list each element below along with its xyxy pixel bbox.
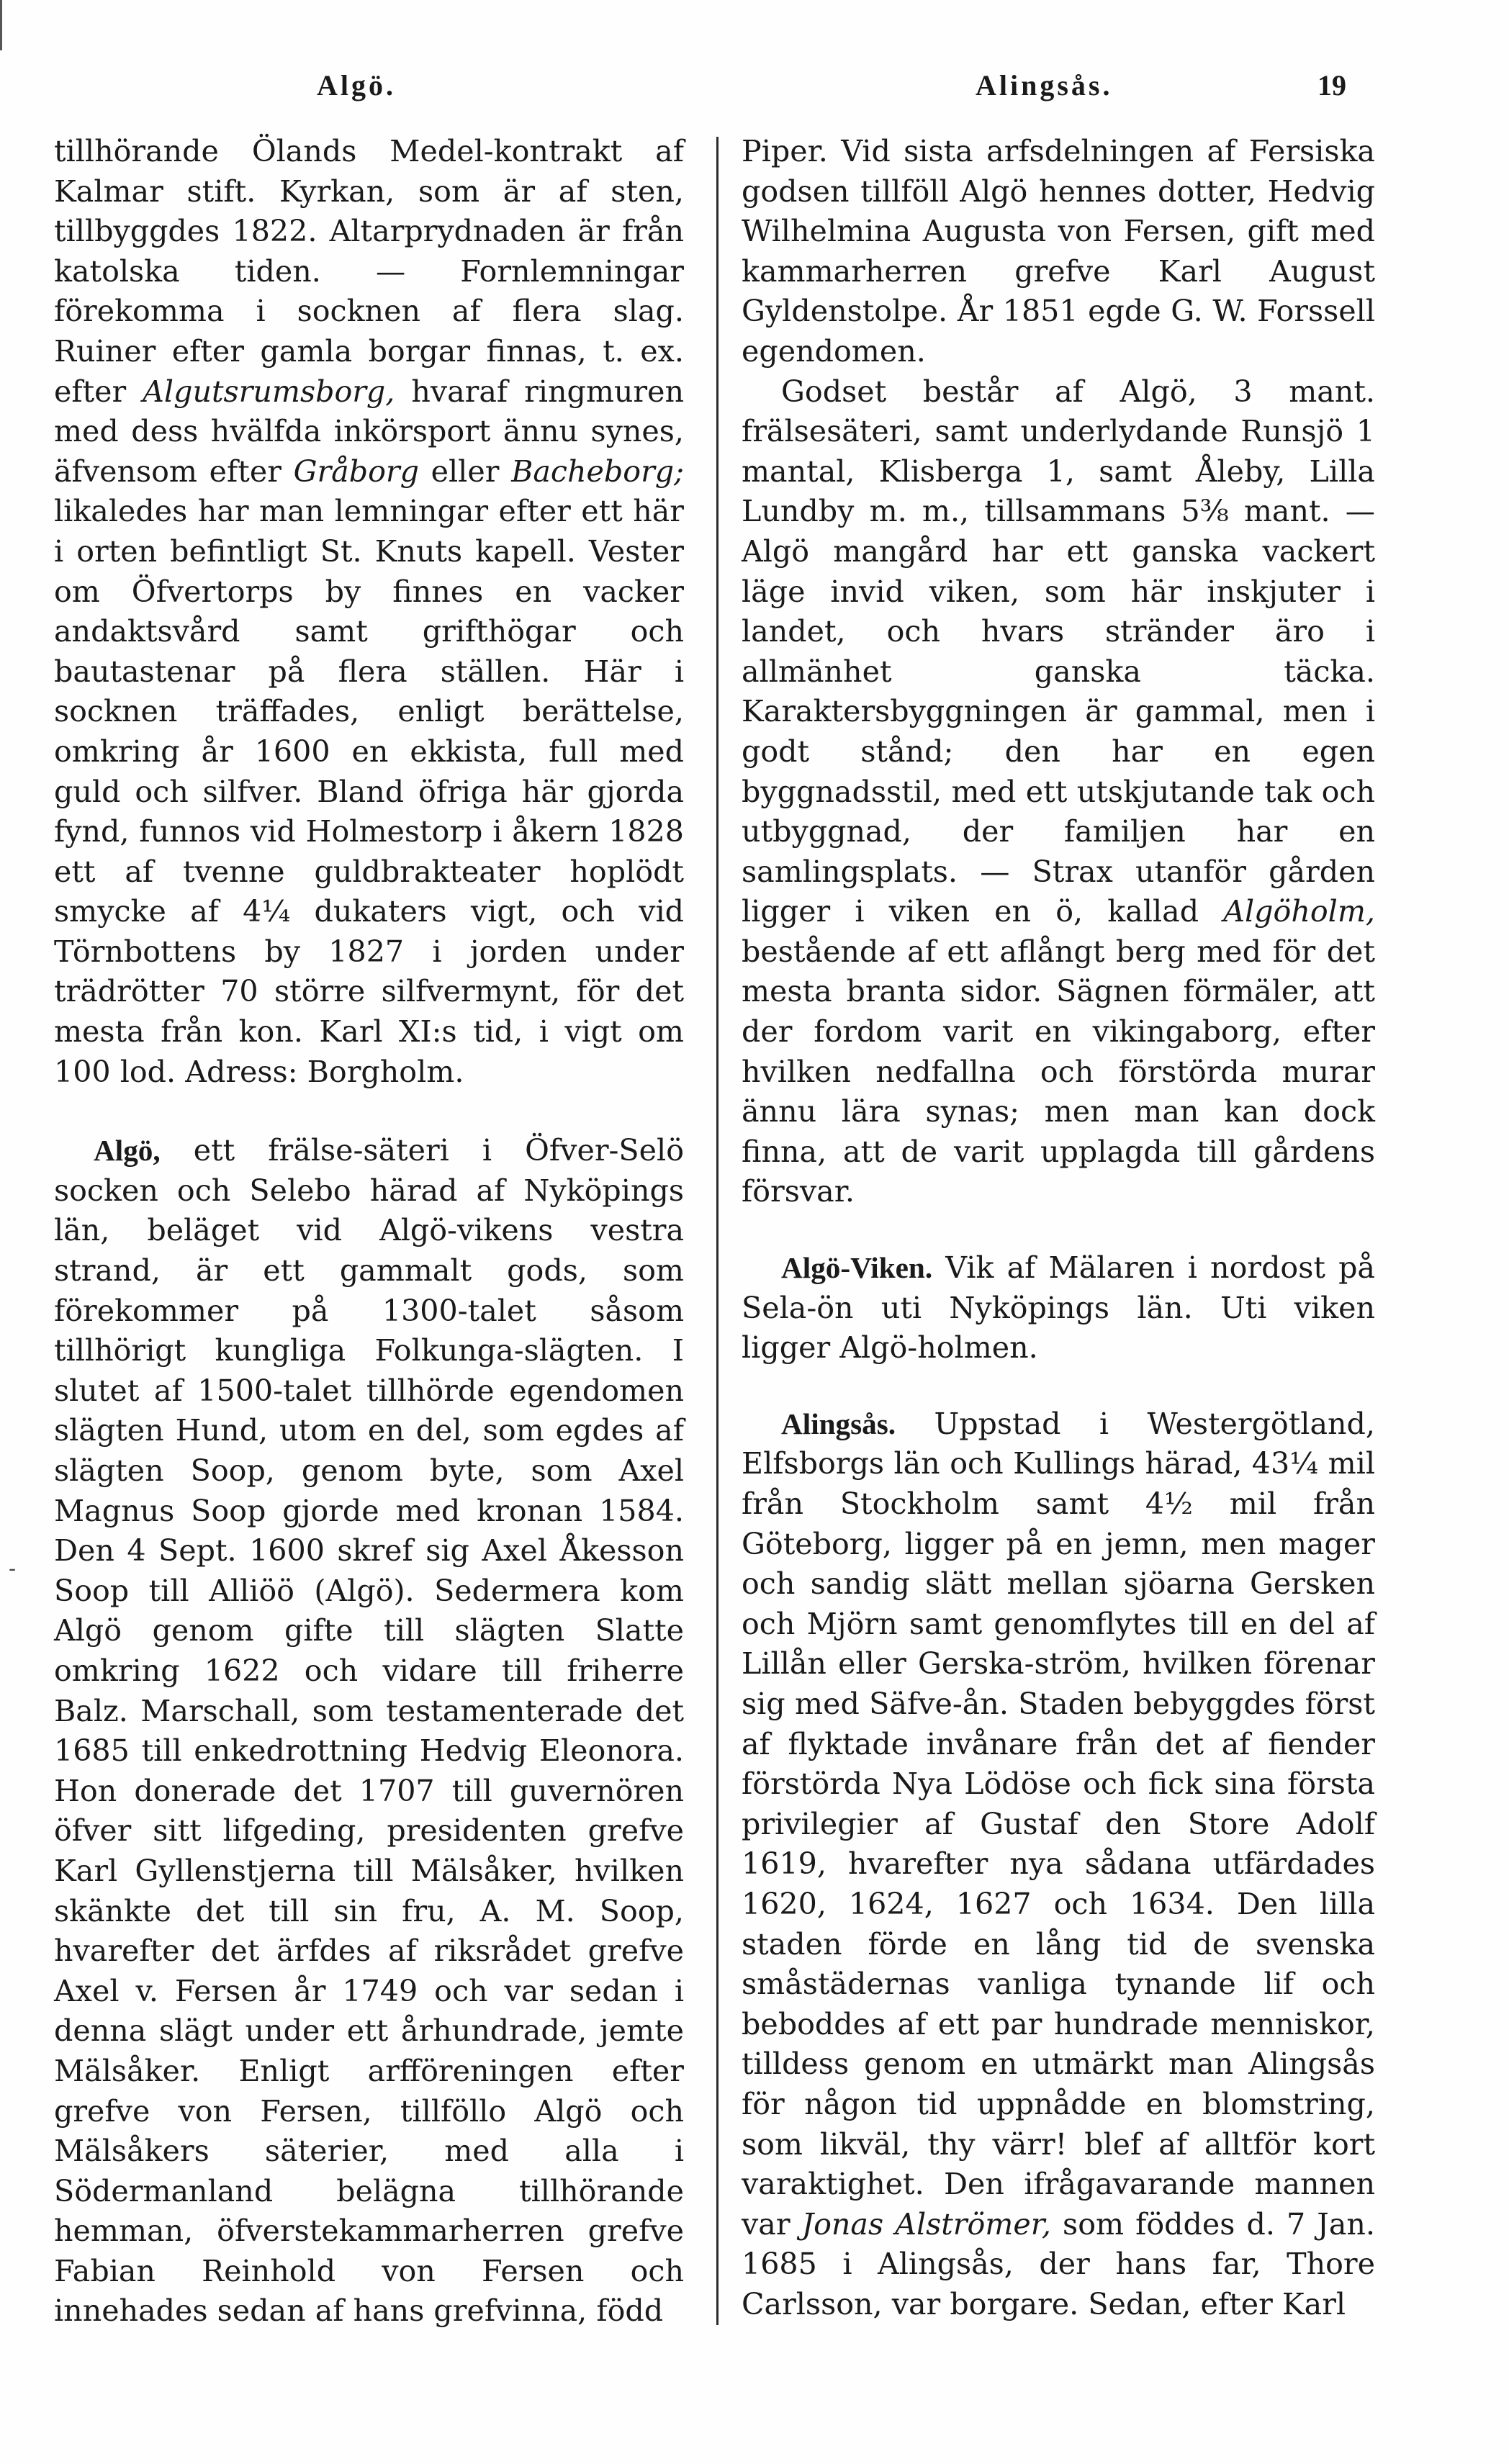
text-run: likaledes har man lemningar efter ett här i orten befintligt St. Knuts kapell. Vester om Öfvertorps by finnes en vacker andaktsvård samt grifthögar och bautastenar på flera ställen. Här i socknen träffades, enligt berättelse, omkring år 1600 en ekkista, full med guld och silfver. Bland öfriga här gjorda fynd, funnos vid Holmestorp i åkern 1828 ett af tvenne guldbrakteater hoplödt smycke af 4¼ dukaters vigt, och vid Törnbottens by 1827 i jorden under trädrötter 70 större silfvermynt, för det mesta från kon. Karl XI:s tid, i vigt om 100 lod. Adress: Borgholm. [54, 494, 684, 1089]
entry-text: Vik af Mälaren i nordost på Sela-ön uti Nyköpings län. Uti viken ligger Algö-holmen. [742, 1250, 1375, 1366]
entry-text: ett frälse-säteri i Öfver-Selö socken och Selebo härad af Nyköpings län, beläget vid Algö-vikens vestra strand, är ett gammalt gods, som förekommer på 1300-talet såsom tillhörigt kungliga Folkunga-slägten. I slutet af 1500-talet tillhörde egendomen slägten Hund, utom en del, som egdes af slägten Soop, genom byte, som Axel Magnus Soop gjorde med kronan 1584. Den 4 Sept. 1600 skref sig Axel Åkesson Soop till Alliöö (Algö). Sedermera kom Algö genom gifte till slägten Slatte omkring 1622 och vidare till friherre Balz. Marschall, som testamenterade det 1685 till enkedrottning Hedvig Eleonora. Hon donerade det 1707 till guvernören öfver sitt lifgeding, presidenten grefve Karl Gyllenstjerna till Mälsåker, hvilken skänkte det till sin fru, A. M. Soop, hvarefter det ärfdes af riksrådet grefve Axel v. Fersen år 1749 och var sedan i denna slägt under ett århundrade, jemte Mälsåker. Enligt arfföreningen efter grefve von Fersen, tillföllo Algö och Mälsåkers säterier, med alla i Södermanland belägna tillhörande hemman, öfverstekammarherren grefve Fabian Reinhold von Fersen och innehades sedan af hans grefvinna, född [54, 1133, 684, 2329]
right-column [742, 132, 1375, 2324]
text-run: som föddes d. 7 Jan. 1685 i Alingsås, der hans far, Thore Carlsson, var borgare. Sedan, efter Karl [742, 2206, 1375, 2321]
italic-name: Bacheborg; [511, 453, 684, 489]
column-divider [716, 137, 719, 2325]
italic-name: Algöholm, [1223, 894, 1375, 929]
entry-heading: Algö-Viken. [781, 1251, 933, 1285]
text-run: bestående af ett aflångt berg med för det mesta branta sidor. Sägnen förmäler, att der fordom varit en vikingaborg, efter hvilken nedfallna och förstörda murar ännu lära synas; men man kan dock finna, att de varit upplagda till gårdens försvar. [742, 934, 1375, 1209]
entry-algo-viken [742, 1248, 1375, 1368]
text-run: eller [418, 453, 512, 489]
text-run: tillhörande Ölands Medel-kontrakt af Kalmar stift. Kyrkan, som är af sten, tillbyggdes 1822. Altarprydnaden är från katolska tiden. — Fornlemningar förekomma i socknen af flera slag. Ruiner efter gamla borgar finnas, t. ex. efter [54, 134, 684, 409]
paragraph-godset [742, 372, 1375, 1212]
entry-alingsas [742, 1404, 1375, 2325]
text-run: hvaraf ringmuren med dess hvälfda inkörsport ännu synes, äfvensom efter [54, 374, 685, 489]
entry-algo [54, 1131, 684, 2332]
italic-name: Algutsrumsborg, [143, 374, 395, 409]
italic-name: Jonas Alströmer, [801, 2206, 1051, 2242]
page-number: 19 [1317, 69, 1346, 101]
entry-text: Uppstad i Westergötland, Elfsborgs län och Kullings härad, 43¼ mil från Stockholm samt 4½ mil från Göteborg, ligger på en jemn, men mager och sandig slätt mellan sjöarna Gersken och Mjörn samt genomflytes till en del af Lillån eller Gerska-ström, hvilken förenar sig med Säfve-ån. Staden bebyggdes först af flyktade invånare från det af fiender förstörda Nya Lödöse och fick sina första privilegier af Gustaf den Store Adolf 1619, hvarefter nya sådana utfärdades 1620, 1624, 1627 och 1634. Den lilla staden förde en lång tid de svenska småstädernas vanliga tynande lif och beboddes af ett par hundrade menniskor, tilldess genom en utmärkt man Alingsås för någon tid uppnådde en blomstring, som likväl, thy värr! blef af alltför kort varaktighet. Den ifrågavarande mannen var [742, 1406, 1375, 2242]
entry-heading: Algö, [94, 1134, 161, 1168]
header-left-title: Algö. [317, 69, 396, 101]
left-column [54, 132, 684, 2332]
header-right-title: Alingsås. [976, 69, 1113, 101]
entry-heading: Alingsås. [781, 1407, 896, 1440]
running-header [0, 68, 1509, 112]
text-run: Godset består af Algö, 3 mant. frälsesäteri, samt underlydande Runsjö 1 mantal, Klisberga 1, samt Åleby, Lilla Lundby m. m., tillsammans 5⅜ mant. — Algö mangård har ett ganska vackert läge invid viken, som här inskjuter i landet, och hvars stränder äro i allmänhet ganska täcka. Karaktersbyggningen är gammal, men i godt stånd; den har en egen byggnadsstil, med ett utskjutande tak och utbyggnad, der familjen har en samlingsplats. — Strax utanför gården ligger i viken en ö, kallad [742, 374, 1375, 929]
margin-mark: - [9, 1556, 17, 1581]
italic-name: Gråborg [293, 453, 419, 489]
paragraph-oland-continued [54, 132, 684, 1092]
paragraph-piper: Piper. Vid sista arfsdelningen af Fersiska godsen tillföll Algö hennes dotter, Hedvig Wilhelmina Augusta von Fersen, gift med kammarherren grefve Karl August Gyldenstolpe. År 1851 egde G. W. Forssell egendomen. [742, 134, 1375, 369]
page-edge-line [0, 0, 2, 50]
